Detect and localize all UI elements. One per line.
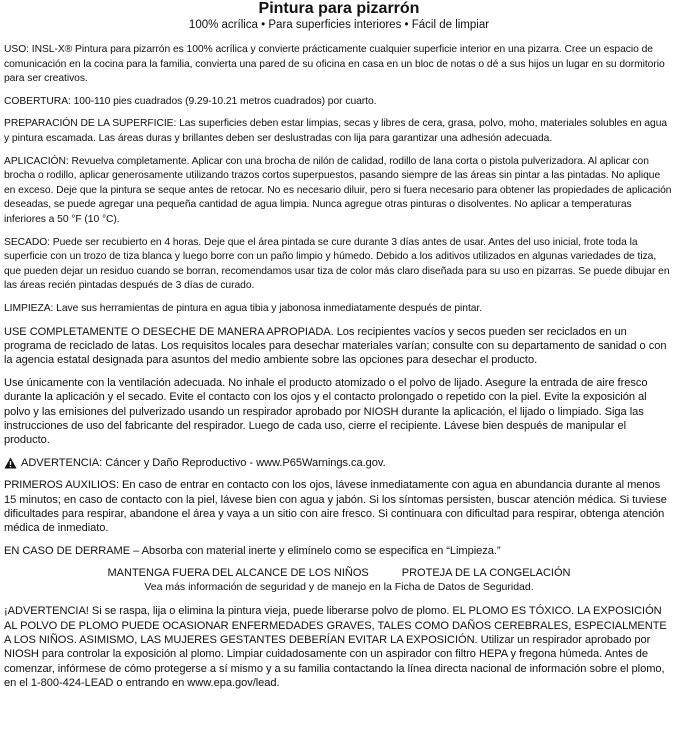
aplicacion-paragraph: APLICACIÓN: Revuelva completamente. Aplicar con una brocha de nilón de calidad, rodillo de lana corta o pistola pulverizadora. Al aplicar con brocha o rodillo, aplicar generosamente utilizando trazos cortos superpuestos, pasando siempre de las áreas sin pintar a las pintadas. No aplique en exceso. Deje que la pintura se seque antes de retocar. No es necesario diluir, pero si fuera necesario para obtener las propiedades de aplicación deseadas, se puede agregar una pequeña cantidad de agua limpia. Nunca agregue otras pinturas o disolventes. No aplicar a temperaturas inferiores a 50 °F (10 °C).	[4, 155, 672, 225]
p65-warning	[4, 456, 674, 470]
derrame-paragraph: EN CASO DE DERRAME – Absorba con material inerte y elimínelo como se especifica en “Limpieza.”	[4, 544, 501, 557]
mantenga-text: MANTENGA FUERA DEL ALCANCE DE LOS NIÑOS	[107, 567, 369, 580]
plomo-warning-paragraph: ¡ADVERTENCIA! Si se raspa, lija o elimina la pintura vieja, puede liberarse polvo de plomo. EL PLOMO ES TÓXICO. LA EXPOSICIÓN AL POLVO DE PLOMO PUEDE OCASIONAR ENFERMEDADES GRAVES, TALES COMO DAÑOS CEREBRALES, ESPECIALMENTE A LOS NIÑOS. ASIMISMO, LAS MUJERES GESTANTES DEBERÍAN EVITAR LA EXPOSICIÓN. Utilizar un respirador aprobado por NIOSH para controlar la exposición al plomo. Limpiar cuidadosamente con un aspirador con filtro HEPA y fregona húmeda. Antes de comenzar, infórmese de cómo protegerse a sí mismo y a su familia contactando la línea directa nacional de información sobre el plomo, en el 1-800-424-LEAD o entrando en www.epa.gov/lead.	[4, 605, 667, 690]
cobertura-paragraph: COBERTURA: 100-110 pies cuadrados (9.29-10.21 metros cuadrados) por cuarto.	[4, 95, 377, 107]
keep-away-line	[4, 566, 674, 580]
p65-warning-text: ADVERTENCIA: Cáncer y Daño Reproductivo - www.P65Warnings.ca.gov.	[21, 456, 386, 469]
uso-paragraph: USO: INSL-X® Pintura para pizarrón es 100% acrílica y convierte prácticamente cualquier superficie interior en una pizarra. Cree un espacio de comunicación en la cocina para la familia, convierta una pared de su oficina en casa en un bloc de notas o dé a sus hijos un lugar en su dormitorio para ser creativos.	[4, 44, 665, 85]
limpieza-paragraph: LIMPIEZA: Lave sus herramientas de pintura en agua tibia y jabonosa inmediatamente después de pintar.	[4, 302, 483, 314]
mas-info-text: Vea más información de seguridad y de manejo en la Ficha de Datos de Seguridad.	[144, 581, 534, 594]
page-title: Pintura para pizarrón	[258, 0, 420, 17]
warning-triangle-icon	[4, 457, 17, 469]
secado-paragraph: SECADO: Puede ser recubierto en 4 horas. Deje que el área pintada se cure durante 3 días antes de usar. Antes del uso inicial, frote toda la superficie con un trozo de tiza blanca y luego borre con un paño limpio y húmedo. Debido a los aditivos utilizados en algunas variedades de tiza, que pueden dejar un residuo cuando se borran, recomendamos usar tiza de color más claro diseñada para su uso en pizarras. Se puede dibujar en las áreas recién pintadas después de 3 días de curado.	[4, 236, 670, 292]
proteja-text: PROTEJA DE LA CONGELACIÓN	[401, 567, 571, 580]
page-subtitle: 100% acrílica • Para superficies interiores • Fácil de limpiar	[188, 19, 490, 31]
ventilacion-paragraph: Use únicamente con la ventilación adecuada. No inhale el producto atomizado o el polvo de lijado. Asegure la entrada de aire fresco durante la aplicación y el secado. Evite el contacto con los ojos y el contacto prolongado o repetido con la piel. Evite la exposición al polvo y las emisiones del pulverizado usando un respirador aprobado por NIOSH durante la aplicación, el lijado o limpiado. Siga las instrucciones de uso del fabricante del respirador. Luego de cada uso, cierre el recipiente. Lávese bien después de manipular el producto.	[4, 376, 648, 447]
desecho-paragraph: USE COMPLETAMENTE O DESECHE DE MANERA APROPIADA. Los recipientes vacíos y secos pueden ser reciclados en un programa de reciclado de latas. Los requisitos locales para desechar materiales varían; consulte con su departamento de sanidad o con la agencia estatal designada para asuntos del medio ambiente sobre las opciones para desechar el producto.	[4, 325, 667, 367]
preparacion-paragraph: PREPARACIÓN DE LA SUPERFICIE: Las superficies deben estar limpias, secas y libres de cera, grasa, polvo, moho, materiales solubles en agua y pintura escamada. Las áreas duras y brillantes deben ser deslustradas con lija para garantizar una adhesión adecuada.	[4, 118, 668, 144]
primeros-auxilios-paragraph: PRIMEROS AUXILIOS: En caso de entrar en contacto con los ojos, lávese inmediatamente con agua en abundancia durante al menos 15 minutos; en caso de contacto con la piel, lávese bien con agua y jabón. Si los síntomas persisten, buscar atención médica. Si tuviese dificultades para respirar, abandone el área y vaya a un sitio con aire fresco. Si continuara con dificultad para respirar, obtenga atención médica de inmediato.	[4, 479, 667, 535]
